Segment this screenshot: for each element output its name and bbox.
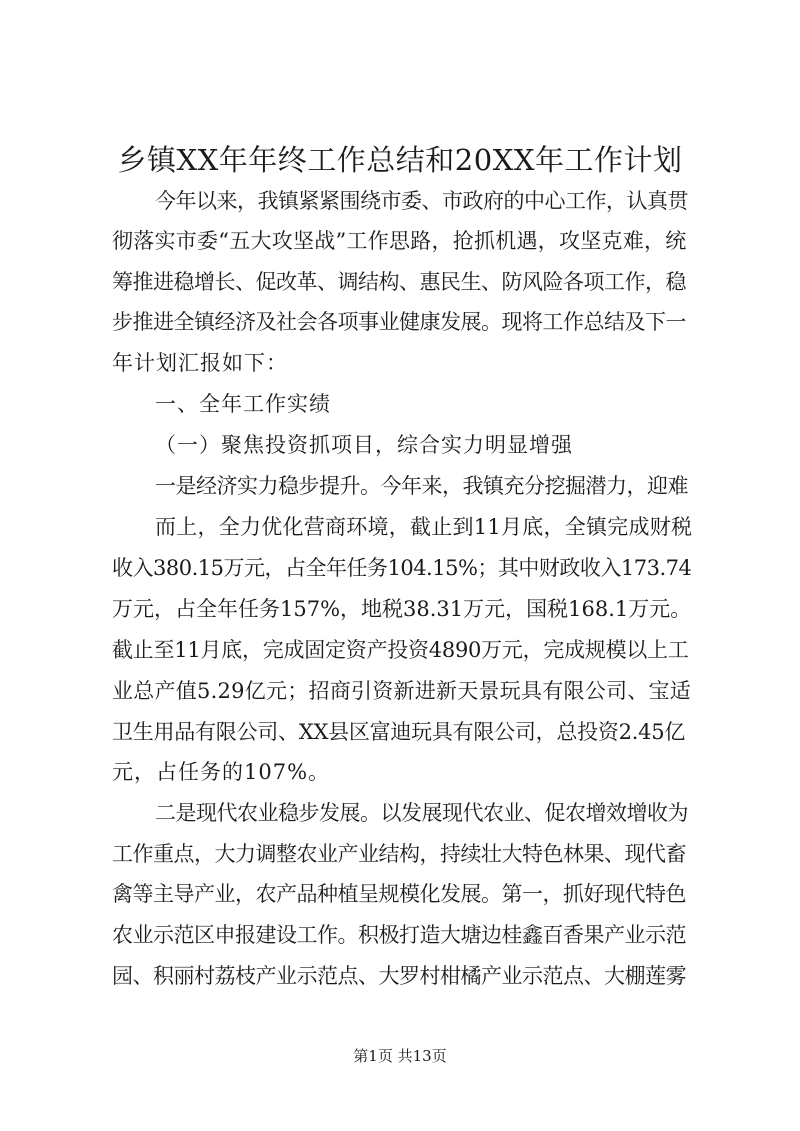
paragraph-line: 而上，全力优化营商环境，截止到11月底，全镇完成财税 xyxy=(155,515,693,539)
paragraph-line: 收入380.15万元，占全年任务104.15%；其中财政收入173.74 xyxy=(112,556,692,580)
paragraph-line: 禽等主导产业，农产品种植呈规模化发展。第一，抓好现代特色 xyxy=(112,882,686,906)
paragraph-line: 一是经济实力稳步提升。今年来，我镇充分挖掘潜力，迎难 xyxy=(155,474,688,498)
page-number-footer: 第1页 共13页 xyxy=(353,1047,447,1065)
paragraph-line: 工作重点，大力调整农业产业结构，持续壮大特色林果、现代畜 xyxy=(112,842,686,866)
paragraph-line: 二是现代农业稳步发展。以发展现代农业、促农增效增收为 xyxy=(155,801,688,825)
paragraph-line: 农业示范区申报建设工作。积极打造大塘边桂鑫百香果产业示范 xyxy=(112,923,686,947)
paragraph-line: 园、积丽村荔枝产业示范点、大罗村柑橘产业示范点、大棚莲雾 xyxy=(112,964,686,988)
paragraph-line: 彻落实市委“五大攻坚战”工作思路，抢抓机遇，攻坚克难，统 xyxy=(112,229,687,253)
paragraph-line: 截止至11月底，完成固定资产投资4890万元，完成规模以上工 xyxy=(112,638,689,662)
paragraph-line: 今年以来，我镇紧紧围绕市委、市政府的中心工作，认真贯 xyxy=(155,189,688,213)
paragraph-line: 步推进全镇经济及社会各项事业健康发展。现将工作总结及下一 xyxy=(112,310,686,334)
subsection-heading: （一）聚焦投资抓项目，综合实力明显增强 xyxy=(155,433,573,457)
paragraph-line: 万元，占全年任务157%，地税38.31万元，国税168.1万元。 xyxy=(112,597,692,621)
paragraph-line: 卫生用品有限公司、XX县区富迪玩具有限公司，总投资2.45亿 xyxy=(112,720,686,744)
paragraph-line: 元，占任务的107%。 xyxy=(112,760,331,784)
paragraph-line: 年计划汇报如下： xyxy=(112,351,288,375)
document-title: 乡镇XX年年终工作总结和20XX年工作计划 xyxy=(117,143,683,177)
section-heading: 一、全年工作实绩 xyxy=(155,392,331,416)
paragraph-line: 筹推进稳增长、促改革、调结构、惠民生、防风险各项工作，稳 xyxy=(112,270,686,294)
paragraph-line: 业总产值5.29亿元；招商引资新进新天景玩具有限公司、宝适 xyxy=(112,679,692,703)
